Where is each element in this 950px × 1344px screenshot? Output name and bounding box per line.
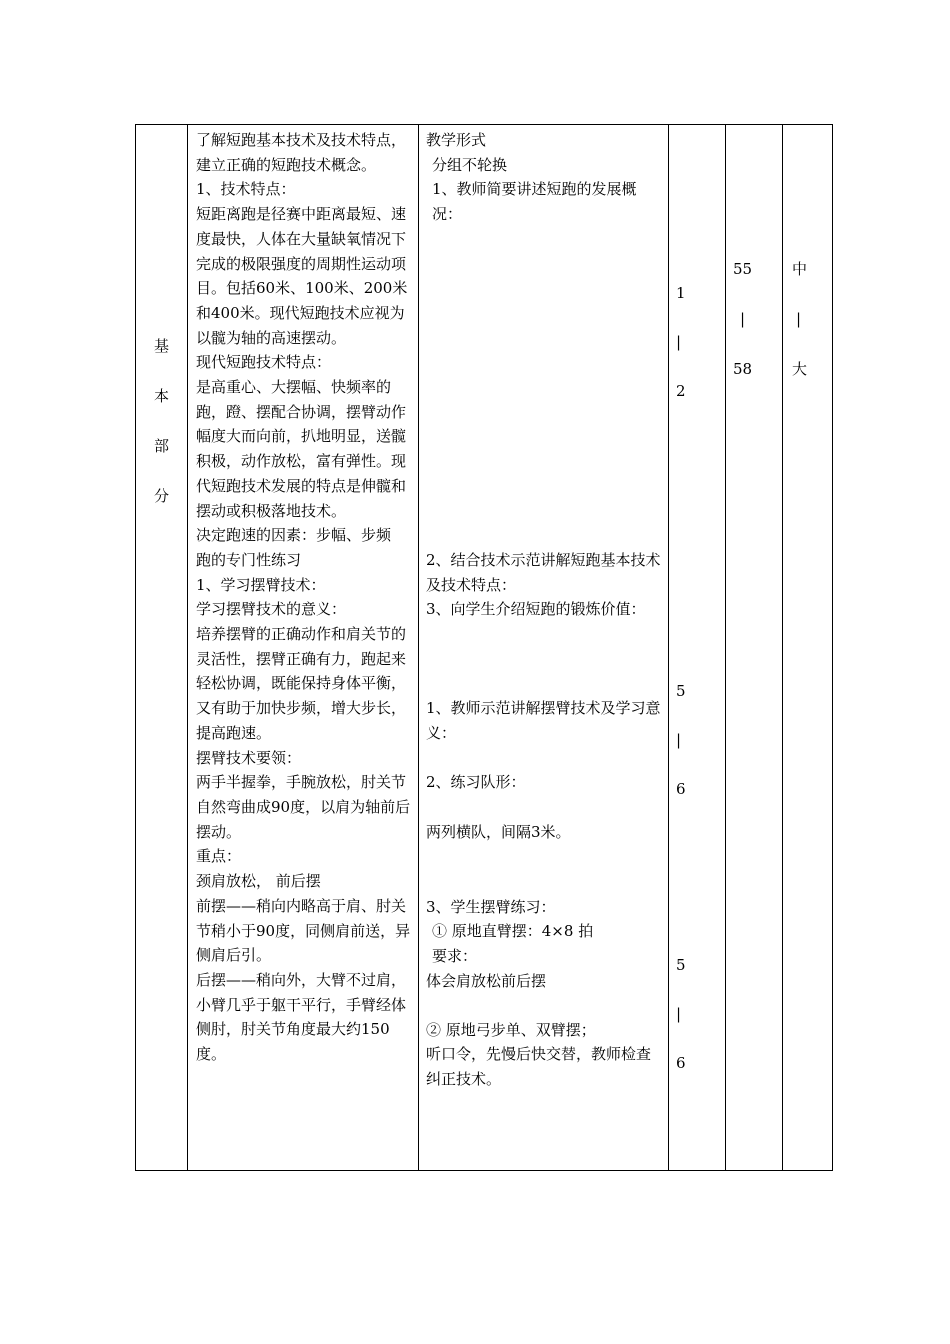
method-step: 3、向学生介绍短跑的锻炼价值：	[426, 600, 646, 619]
content-line: 短距离跑是径赛中距离最短、速度最快，人体在大量缺氧情况下完成的极限强度的周期性运动项目。包括60米、100米、200米和400米。现代短跑技术应视为以髋为轴的高速摆动。	[196, 205, 408, 347]
intensity-value: 中	[792, 260, 808, 278]
content-line: 摆臂技术要领：	[196, 748, 302, 767]
method-text: 听口令，先慢后快交替，教师检查纠正技术。	[426, 1045, 652, 1088]
heart-rate-block	[725, 244, 782, 394]
intensity-value: 大	[792, 360, 808, 378]
time-column	[668, 125, 725, 1170]
content-line: 前摆——稍向内略高于肩、肘关节稍小于90度，同侧肩前送，异侧肩后引。	[196, 896, 411, 965]
time-value: 5	[676, 956, 686, 974]
heart-rate-column	[725, 125, 782, 1170]
method-step: 两列横队，间隔3米。	[426, 823, 571, 842]
time-value: 6	[676, 780, 686, 798]
content-line: 培养摆臂的正确动作和肩关节的灵活性，摆臂正确有力，跑起来轻松协调，既能保持身体平衡，又有助于加快步频，增大步长，提高跑速。	[196, 625, 407, 742]
content-line: 学习摆臂技术的意义：	[196, 600, 347, 619]
teaching-method	[426, 128, 664, 1092]
section-title-char: 本	[153, 387, 169, 405]
time-separator: |	[676, 731, 682, 749]
lesson-plan-table	[135, 124, 833, 1171]
heart-rate-value: 58	[733, 360, 753, 378]
time-value: 1	[676, 284, 686, 302]
heart-rate-value: 55	[733, 260, 753, 278]
section-title-char: 部	[153, 437, 169, 455]
time-value: 5	[676, 682, 686, 700]
section-title-char: 基	[153, 337, 169, 355]
method-text: 体会肩放松前后摆	[426, 971, 547, 990]
time-value: 6	[676, 1054, 686, 1072]
content-line: 现代短跑技术特点：	[196, 353, 332, 372]
content-line: 重点：	[196, 847, 242, 866]
method-step: 2、结合技术示范讲解短跑基本技术及技术特点：	[426, 550, 661, 594]
content-line: 是高重心、大摆幅、快频率的跑，蹬、摆配合协调，摆臂动作幅度大而向前，扒地明显，送髋积极，动作放松，富有弹性。现代短跑技术发展的特点是伸髋和摆动或积极落地技术。	[196, 378, 407, 520]
column-divider	[418, 125, 419, 1170]
heart-rate-separator: |	[740, 310, 746, 328]
intensity-separator: |	[796, 310, 802, 328]
content-line: 1、学习摆臂技术：	[196, 575, 326, 594]
time-separator: |	[676, 333, 682, 351]
method-title: 教学形式	[426, 131, 487, 149]
method-step: 2、练习队形：	[426, 773, 526, 792]
content-line: 了解短跑基本技术及技术特点， 建立正确的短跑技术概念。	[196, 131, 407, 174]
section-title	[136, 321, 187, 521]
time-block	[668, 269, 725, 416]
intensity-block	[782, 244, 834, 394]
content-line: 两手半握拳，手腕放松，肘关节自然弯曲成90度，以肩为轴前后摆动。	[196, 773, 411, 841]
method-label: 要求：	[432, 947, 478, 966]
teaching-content	[196, 128, 411, 1067]
method-group: 分组不轮换	[432, 155, 508, 174]
content-line: 颈肩放松， 前后摆	[196, 872, 321, 891]
column-divider	[187, 125, 188, 1170]
method-step: 1、教师示范讲解摆臂技术及学习意义：	[426, 698, 661, 742]
time-block	[668, 941, 725, 1088]
content-line: 决定跑速的因素：步幅、步频	[196, 526, 392, 545]
content-line: 1、技术特点：	[196, 180, 296, 199]
method-exercise: ② 原地弓步单、双臂摆；	[426, 1020, 596, 1039]
content-line: 后摆——稍向外，大臂不过肩，小臂几乎于躯干平行，手臂经体侧肘，肘关节角度最大约150度。	[196, 970, 407, 1064]
time-block	[668, 667, 725, 814]
time-separator: |	[676, 1005, 682, 1023]
time-value: 2	[676, 382, 686, 400]
method-step: 3、学生摆臂练习：	[426, 897, 556, 916]
method-exercise: ① 原地直臂摆：4×8 拍	[432, 922, 594, 941]
method-step: 1、教师简要讲述短跑的发展概况：	[432, 180, 637, 224]
intensity-column	[782, 125, 834, 1170]
content-line: 跑的专门性练习	[196, 550, 302, 569]
section-title-char: 分	[153, 487, 169, 505]
